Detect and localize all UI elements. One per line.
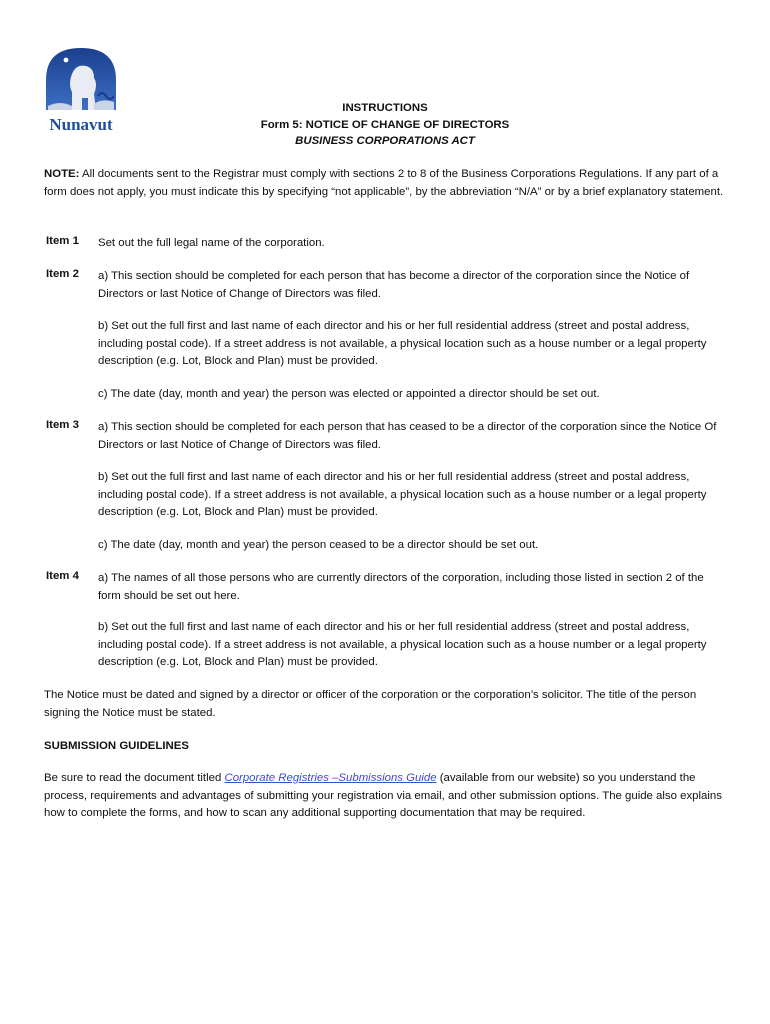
item-3-a: a) This section should be completed for each person that has ceased to be a director of the corporation since the Notice Of Directors or last Notice of Change of Directors was filed. [98,421,717,451]
submissions-guide-link[interactable]: Corporate Registries –Submissions Guide [224,772,437,784]
submission-text-before: Be sure to read the document titled [44,772,225,784]
note-label: NOTE: [44,168,80,180]
header-form-title: Form 5: NOTICE OF CHANGE OF DIRECTORS [260,118,510,131]
logo-text: Nunavut [49,115,113,134]
item-1-text: Set out the full legal name of the corporation. [98,237,325,249]
item-3-c: c) The date (day, month and year) the person ceased to be a director should be set out. [98,539,539,551]
item-4-a: a) The names of all those persons who are currently directors of the corporation, including those listed in section 2 of the form should be set out here. [98,572,704,602]
note-text: All documents sent to the Registrar must comply with sections 2 to 8 of the Business Corporations Regulations. If any part of a form does not apply, you must indicate this by specifying “not applicable”, by the abbreviation “N/A” or by a brief explanatory statement. [44,168,724,198]
item-2-a: a) This section should be completed for each person that has become a director of the corporation since the Notice of Directors or last Notice of Change of Directors was filed. [98,270,690,300]
item-2-label: Item 2 [46,268,79,280]
item-2-c: c) The date (day, month and year) the person was elected or appointed a director should be set out. [98,388,600,400]
submission-text-after: (available from our website) so you understand the process, requirements and advantages of submitting your registration via email, and other submission options. The guide also explains how to complete the forms, and how to scan any additional supporting documentation that may be required. [44,772,722,819]
header-title: INSTRUCTIONS [342,102,428,114]
header-act-title: BUSINESS CORPORATIONS ACT [295,135,475,147]
note-paragraph [44,166,726,201]
signing-paragraph: The Notice must be dated and signed by a director or officer of the corporation or the corporation’s solicitor. The title of the person signing the Notice must be stated. [44,689,697,719]
item-3-b: b) Set out the full first and last name of each director and his or her full residential address (street and postal address, including postal code). If a street address is not available, a physical location such as a house number or a legal property description (e.g. Lot, Block and Plan) must be provided. [98,471,707,518]
item-1-label: Item 1 [46,235,79,247]
document-header [0,100,770,150]
item-4-b: b) Set out the full first and last name of each director and his or her full residential address (street and postal address, including postal code). If a street address is not available, a physical location such as a house number or a legal property description (e.g. Lot, Block and Plan) must be provided. [98,621,707,668]
submission-heading: SUBMISSION GUIDELINES [44,740,189,752]
item-2-b: b) Set out the full first and last name of each director and his or her full residential address (street and postal address, including postal code). If a street address is not available, a physical location such as a house number or a legal property description (e.g. Lot, Block and Plan) must be provided. [98,320,707,367]
submission-paragraph [44,770,726,823]
item-4-label: Item 4 [46,570,79,582]
item-3-label: Item 3 [46,419,79,431]
